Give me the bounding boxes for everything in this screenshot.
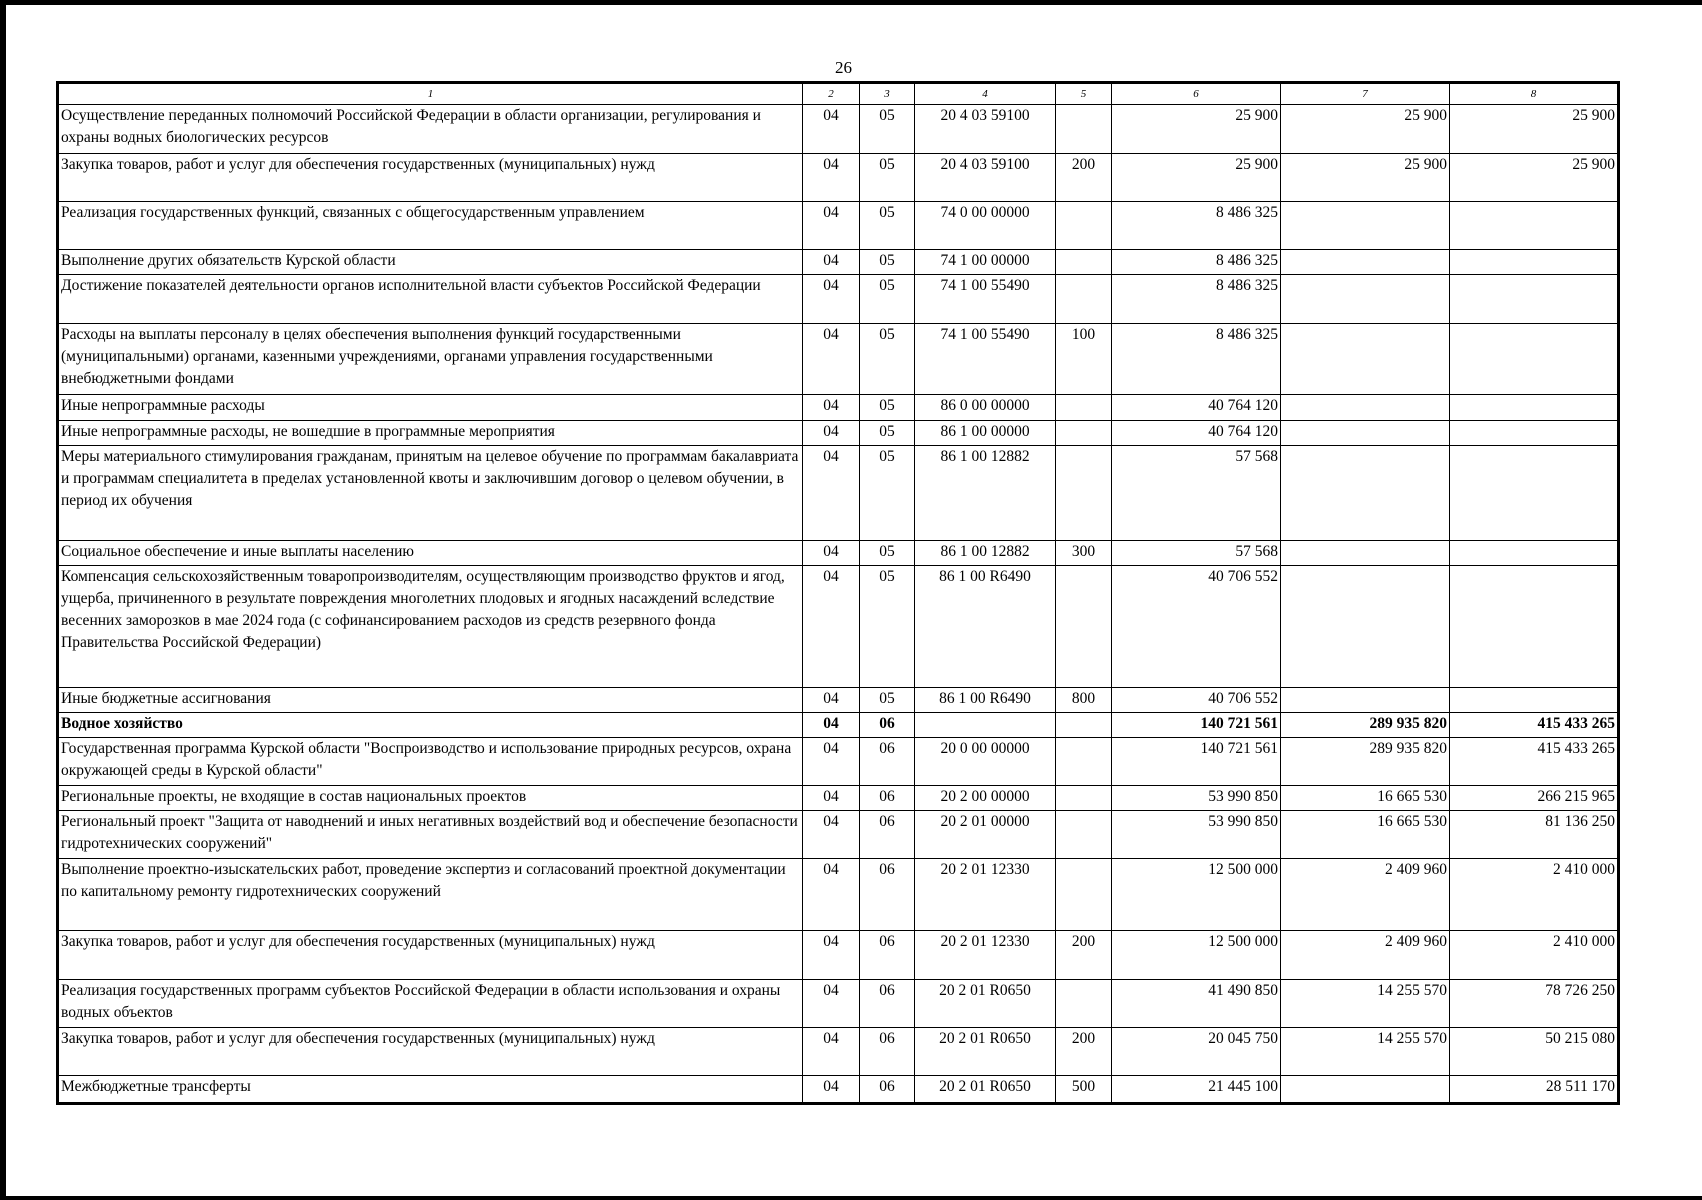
- row-amount-col6: 40 764 120: [1112, 395, 1281, 421]
- row-target-article: [915, 713, 1056, 738]
- row-amount-col6: 8 486 325: [1112, 250, 1281, 275]
- row-amount-col7: 289 935 820: [1281, 738, 1450, 786]
- table-row: [58, 980, 1619, 1028]
- header-col-5: 5: [1056, 83, 1112, 105]
- row-expense-type: [1056, 421, 1112, 446]
- row-name: Социальное обеспечение и иные выплаты населению: [58, 541, 803, 566]
- row-name: Закупка товаров, работ и услуг для обеспечения государственных (муниципальных) нужд: [58, 1028, 803, 1076]
- table-row: [58, 931, 1619, 980]
- row-subsection: 05: [860, 541, 915, 566]
- row-section: 04: [803, 250, 860, 275]
- row-target-article: 86 1 00 12882: [915, 541, 1056, 566]
- row-subsection: 06: [860, 931, 915, 980]
- row-name: Выполнение других обязательств Курской области: [58, 250, 803, 275]
- table-row: [58, 324, 1619, 395]
- row-expense-type: 200: [1056, 1028, 1112, 1076]
- row-amount-col7: 2 409 960: [1281, 859, 1450, 931]
- row-subsection: 05: [860, 202, 915, 250]
- row-subsection: 06: [860, 980, 915, 1028]
- row-amount-col7: [1281, 688, 1450, 713]
- header-col-6: 6: [1112, 83, 1281, 105]
- table-row: [58, 738, 1619, 786]
- row-name: Иные непрограммные расходы: [58, 395, 803, 421]
- row-amount-col7: [1281, 275, 1450, 324]
- scan-border-top: [0, 0, 1702, 5]
- row-target-article: 20 2 01 12330: [915, 859, 1056, 931]
- row-amount-col7: 14 255 570: [1281, 980, 1450, 1028]
- row-amount-col8: 78 726 250: [1450, 980, 1619, 1028]
- row-amount-col7: 2 409 960: [1281, 931, 1450, 980]
- budget-table: [56, 81, 1620, 1105]
- row-amount-col8: [1450, 395, 1619, 421]
- row-target-article: 20 2 01 00000: [915, 811, 1056, 859]
- row-target-article: 20 2 00 00000: [915, 786, 1056, 811]
- row-amount-col8: [1450, 324, 1619, 395]
- row-expense-type: [1056, 713, 1112, 738]
- row-expense-type: [1056, 395, 1112, 421]
- row-name: Достижение показателей деятельности органов исполнительной власти субъектов Российской Федерации: [58, 275, 803, 324]
- row-target-article: 86 1 00 R6490: [915, 688, 1056, 713]
- header-col-2: 2: [803, 83, 860, 105]
- row-subsection: 05: [860, 324, 915, 395]
- row-section: 04: [803, 1028, 860, 1076]
- row-subsection: 06: [860, 1076, 915, 1104]
- row-name: Региональный проект "Защита от наводнений и иных негативных воздействий вод и обеспечение безопасности гидротехнических сооружений": [58, 811, 803, 859]
- row-amount-col6: 57 568: [1112, 541, 1281, 566]
- row-subsection: 05: [860, 154, 915, 202]
- row-amount-col8: [1450, 688, 1619, 713]
- row-target-article: 74 1 00 55490: [915, 324, 1056, 395]
- header-col-1: 1: [58, 83, 803, 105]
- row-amount-col8: 25 900: [1450, 154, 1619, 202]
- row-expense-type: 300: [1056, 541, 1112, 566]
- row-target-article: 20 2 01 R0650: [915, 980, 1056, 1028]
- row-amount-col8: [1450, 566, 1619, 688]
- header-col-4: 4: [915, 83, 1056, 105]
- row-amount-col7: 16 665 530: [1281, 786, 1450, 811]
- row-name: Иные непрограммные расходы, не вошедшие в программные мероприятия: [58, 421, 803, 446]
- row-amount-col6: 53 990 850: [1112, 811, 1281, 859]
- table-row: [58, 395, 1619, 421]
- row-amount-col6: 8 486 325: [1112, 275, 1281, 324]
- row-section: 04: [803, 105, 860, 154]
- row-expense-type: [1056, 811, 1112, 859]
- row-name: Компенсация сельскохозяйственным товаропроизводителям, осуществляющим производство фруктов и ягод, ущерба, причиненного в результате повреждения многолетних плодовых и ягодных насаждений вследствие весенних заморозков в мае 2024 года (с софинансированием расходов из средств резервного фонда Правительства Российской Федерации): [58, 566, 803, 688]
- table-row: [58, 811, 1619, 859]
- row-target-article: 86 1 00 12882: [915, 446, 1056, 541]
- row-name: Реализация государственных программ субъектов Российской Федерации в области использования и охраны водных объектов: [58, 980, 803, 1028]
- row-target-article: 86 0 00 00000: [915, 395, 1056, 421]
- table-row: [58, 859, 1619, 931]
- row-target-article: 20 2 01 R0650: [915, 1028, 1056, 1076]
- row-section: 04: [803, 1076, 860, 1104]
- row-subsection: 06: [860, 1028, 915, 1076]
- table-row: [58, 421, 1619, 446]
- row-name: Иные бюджетные ассигнования: [58, 688, 803, 713]
- row-subsection: 05: [860, 275, 915, 324]
- row-name: Государственная программа Курской области "Воспроизводство и использование природных ресурсов, охрана окружающей среды в Курской области": [58, 738, 803, 786]
- row-expense-type: [1056, 980, 1112, 1028]
- table-row: [58, 541, 1619, 566]
- row-name: Меры материального стимулирования гражданам, принятым на целевое обучение по программам бакалавриата и программам специалитета в пределах установленной квоты и заключившим договор о целевом обучении, в период их обучения: [58, 446, 803, 541]
- row-section: 04: [803, 154, 860, 202]
- row-amount-col8: 2 410 000: [1450, 931, 1619, 980]
- row-subsection: 05: [860, 105, 915, 154]
- row-amount-col8: 2 410 000: [1450, 859, 1619, 931]
- row-section: 04: [803, 980, 860, 1028]
- row-expense-type: 800: [1056, 688, 1112, 713]
- header-col-3: 3: [860, 83, 915, 105]
- row-name: Закупка товаров, работ и услуг для обеспечения государственных (муниципальных) нужд: [58, 154, 803, 202]
- row-amount-col7: [1281, 541, 1450, 566]
- row-section: 04: [803, 421, 860, 446]
- row-amount-col6: 57 568: [1112, 446, 1281, 541]
- row-amount-col8: [1450, 421, 1619, 446]
- row-section: 04: [803, 566, 860, 688]
- row-expense-type: [1056, 250, 1112, 275]
- table-row: [58, 566, 1619, 688]
- row-amount-col8: 266 215 965: [1450, 786, 1619, 811]
- row-amount-col8: [1450, 250, 1619, 275]
- row-subsection: 05: [860, 250, 915, 275]
- row-amount-col7: [1281, 202, 1450, 250]
- row-expense-type: [1056, 446, 1112, 541]
- row-amount-col7: [1281, 395, 1450, 421]
- row-subsection: 05: [860, 566, 915, 688]
- row-subsection: 05: [860, 421, 915, 446]
- row-expense-type: [1056, 275, 1112, 324]
- row-expense-type: [1056, 105, 1112, 154]
- row-target-article: 74 1 00 00000: [915, 250, 1056, 275]
- row-subsection: 06: [860, 859, 915, 931]
- row-amount-col6: 12 500 000: [1112, 931, 1281, 980]
- row-amount-col8: 25 900: [1450, 105, 1619, 154]
- row-amount-col7: 25 900: [1281, 154, 1450, 202]
- row-amount-col6: 25 900: [1112, 105, 1281, 154]
- row-target-article: 86 1 00 R6490: [915, 566, 1056, 688]
- row-amount-col8: [1450, 275, 1619, 324]
- row-amount-col8: 415 433 265: [1450, 713, 1619, 738]
- row-amount-col6: 21 445 100: [1112, 1076, 1281, 1104]
- row-expense-type: 200: [1056, 931, 1112, 980]
- scan-border-left: [0, 0, 6, 1200]
- row-amount-col6: 41 490 850: [1112, 980, 1281, 1028]
- row-section: 04: [803, 786, 860, 811]
- scan-border-bottom: [0, 1196, 1702, 1200]
- row-subsection: 05: [860, 395, 915, 421]
- row-target-article: 86 1 00 00000: [915, 421, 1056, 446]
- row-target-article: 20 0 00 00000: [915, 738, 1056, 786]
- row-name: Реализация государственных функций, связанных с общегосударственным управлением: [58, 202, 803, 250]
- row-amount-col6: 8 486 325: [1112, 202, 1281, 250]
- row-amount-col8: [1450, 202, 1619, 250]
- row-amount-col7: [1281, 566, 1450, 688]
- row-name: Осуществление переданных полномочий Российской Федерации в области организации, регулирования и охраны водных биологических ресурсов: [58, 105, 803, 154]
- row-section: 04: [803, 738, 860, 786]
- row-name: Водное хозяйство: [58, 713, 803, 738]
- table-row: [58, 786, 1619, 811]
- table-row: [58, 1028, 1619, 1076]
- row-expense-type: 100: [1056, 324, 1112, 395]
- row-subsection: 05: [860, 446, 915, 541]
- table-row: [58, 202, 1619, 250]
- row-amount-col6: 20 045 750: [1112, 1028, 1281, 1076]
- row-target-article: 74 1 00 55490: [915, 275, 1056, 324]
- row-subsection: 05: [860, 688, 915, 713]
- table-row: [58, 713, 1619, 738]
- row-amount-col6: 140 721 561: [1112, 713, 1281, 738]
- row-section: 04: [803, 811, 860, 859]
- row-section: 04: [803, 931, 860, 980]
- row-section: 04: [803, 446, 860, 541]
- row-amount-col6: 40 706 552: [1112, 688, 1281, 713]
- row-expense-type: [1056, 202, 1112, 250]
- table-row: [58, 105, 1619, 154]
- row-subsection: 06: [860, 738, 915, 786]
- row-amount-col7: [1281, 421, 1450, 446]
- header-row: [58, 83, 1619, 105]
- row-amount-col7: 16 665 530: [1281, 811, 1450, 859]
- row-amount-col8: 81 136 250: [1450, 811, 1619, 859]
- header-col-8: 8: [1450, 83, 1619, 105]
- row-amount-col8: [1450, 541, 1619, 566]
- row-name: Межбюджетные трансферты: [58, 1076, 803, 1104]
- row-section: 04: [803, 713, 860, 738]
- row-expense-type: 200: [1056, 154, 1112, 202]
- row-amount-col7: [1281, 250, 1450, 275]
- row-amount-col7: [1281, 1076, 1450, 1104]
- row-section: 04: [803, 324, 860, 395]
- row-amount-col7: 25 900: [1281, 105, 1450, 154]
- row-amount-col6: 12 500 000: [1112, 859, 1281, 931]
- row-target-article: 20 2 01 12330: [915, 931, 1056, 980]
- row-amount-col8: 415 433 265: [1450, 738, 1619, 786]
- row-amount-col7: 289 935 820: [1281, 713, 1450, 738]
- row-section: 04: [803, 541, 860, 566]
- table-row: [58, 275, 1619, 324]
- table-body: [58, 105, 1619, 1104]
- row-section: 04: [803, 275, 860, 324]
- table-row: [58, 1076, 1619, 1104]
- row-amount-col6: 8 486 325: [1112, 324, 1281, 395]
- page-number: 26: [835, 58, 852, 77]
- row-amount-col6: 40 764 120: [1112, 421, 1281, 446]
- table-row: [58, 154, 1619, 202]
- row-amount-col7: [1281, 446, 1450, 541]
- row-subsection: 06: [860, 786, 915, 811]
- table-row: [58, 250, 1619, 275]
- header-col-7: 7: [1281, 83, 1450, 105]
- row-target-article: 20 4 03 59100: [915, 105, 1056, 154]
- row-section: 04: [803, 202, 860, 250]
- row-target-article: 20 4 03 59100: [915, 154, 1056, 202]
- row-expense-type: [1056, 859, 1112, 931]
- row-target-article: 20 2 01 R0650: [915, 1076, 1056, 1104]
- row-name: Региональные проекты, не входящие в состав национальных проектов: [58, 786, 803, 811]
- row-name: Закупка товаров, работ и услуг для обеспечения государственных (муниципальных) нужд: [58, 931, 803, 980]
- row-amount-col7: 14 255 570: [1281, 1028, 1450, 1076]
- row-expense-type: [1056, 738, 1112, 786]
- row-expense-type: [1056, 566, 1112, 688]
- row-amount-col8: [1450, 446, 1619, 541]
- row-name: Расходы на выплаты персоналу в целях обеспечения выполнения функций государственными (муниципальными) органами, казенными учреждениями, органами управления государственными внебюджетными фондами: [58, 324, 803, 395]
- row-name: Выполнение проектно-изыскательских работ, проведение экспертиз и согласований проектной документации по капитальному ремонту гидротехнических сооружений: [58, 859, 803, 931]
- row-amount-col7: [1281, 324, 1450, 395]
- table-row: [58, 688, 1619, 713]
- table-row: [58, 446, 1619, 541]
- row-section: 04: [803, 688, 860, 713]
- row-amount-col6: 25 900: [1112, 154, 1281, 202]
- row-section: 04: [803, 859, 860, 931]
- row-subsection: 06: [860, 713, 915, 738]
- row-amount-col8: 28 511 170: [1450, 1076, 1619, 1104]
- row-subsection: 06: [860, 811, 915, 859]
- row-amount-col8: 50 215 080: [1450, 1028, 1619, 1076]
- row-amount-col6: 53 990 850: [1112, 786, 1281, 811]
- row-expense-type: 500: [1056, 1076, 1112, 1104]
- row-amount-col6: 40 706 552: [1112, 566, 1281, 688]
- row-amount-col6: 140 721 561: [1112, 738, 1281, 786]
- row-expense-type: [1056, 786, 1112, 811]
- row-section: 04: [803, 395, 860, 421]
- row-target-article: 74 0 00 00000: [915, 202, 1056, 250]
